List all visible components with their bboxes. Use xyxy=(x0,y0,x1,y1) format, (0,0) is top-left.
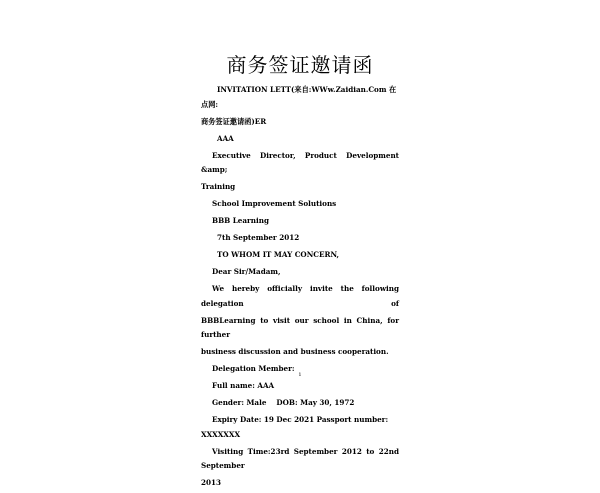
invitation-heading xyxy=(201,83,399,112)
page-number: 1 xyxy=(298,372,302,378)
document-title: 商务签证邀请函 xyxy=(226,53,374,77)
letter-body xyxy=(201,83,399,493)
letter-date: 7th September 2012 xyxy=(217,233,300,242)
delegate-fullname: Full name: AAA xyxy=(212,381,275,390)
recipient-role-line1: Executive Director, Product Development &amp; xyxy=(201,150,399,174)
recipient-role-line2: Training xyxy=(201,182,236,191)
invitation-heading-line2: 商务签证邀请函)ER xyxy=(201,116,267,126)
invitation-heading-line1: INVITATION LETT(来自:WWw.Zaidian.Com 在点网: xyxy=(201,85,397,109)
delegation-heading: Delegation Member: xyxy=(212,364,295,373)
body-line2: BBBLearning to visit our school in China, for further xyxy=(201,315,399,339)
concern-line: TO WHOM IT MAY CONCERN, xyxy=(217,250,340,259)
body-line3: business discussion and business cooperation. xyxy=(201,347,389,356)
recipient-company: School Improvement Solutions xyxy=(212,199,337,208)
greeting: Dear Sir/Madam, xyxy=(212,267,281,276)
visiting-time-line1: Visiting Time:23rd September 2012 to 22nd September xyxy=(201,446,399,470)
delegate-gender-dob: Gender: Male DOB: May 30, 1972 xyxy=(212,398,355,407)
recipient-name: AAA xyxy=(217,133,234,143)
delegate-passport: Expiry Date: 19 Dec 2021 Passport number: XXXXXXX xyxy=(201,415,389,439)
visiting-time-line2: 2013 xyxy=(201,478,222,487)
recipient-org: BBB Learning xyxy=(212,216,270,225)
body-line1: We hereby officially invite the following delegation of xyxy=(201,284,399,308)
